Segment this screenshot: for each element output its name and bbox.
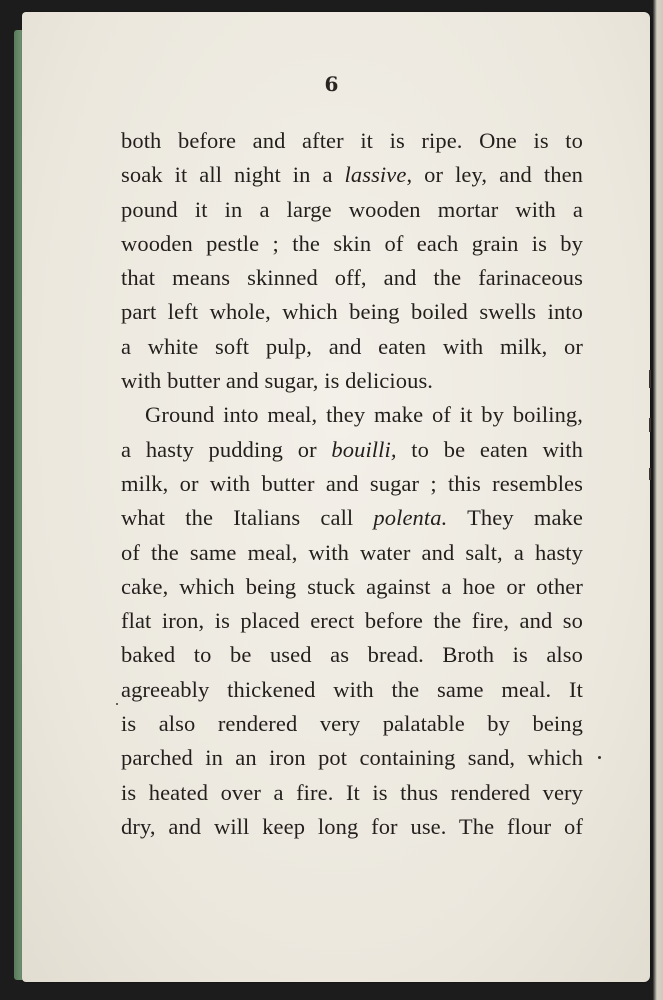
edge-mark bbox=[649, 370, 651, 388]
page-number: 6 bbox=[324, 72, 339, 96]
text-line: pound it in a large wooden mortar with a bbox=[121, 196, 583, 222]
text-line: parched in an iron pot containing sand, which bbox=[121, 745, 583, 771]
paper-speck bbox=[598, 756, 601, 759]
text-line: what the Italians call polenta. They make bbox=[121, 505, 583, 531]
edge-mark bbox=[649, 468, 651, 480]
text-line: baked to be used as bread. Broth is also bbox=[121, 642, 583, 668]
text-line: a hasty pudding or bouilli, to be eaten with bbox=[121, 436, 583, 462]
text-line: is also rendered very palatable by being bbox=[121, 711, 583, 737]
next-page-edge bbox=[653, 0, 663, 1000]
text-line: with butter and sugar, is delicious. bbox=[121, 368, 434, 394]
text-line: dry, and will keep long for use. The flour of bbox=[121, 813, 583, 839]
text-line: cake, which being stuck against a hoe or other bbox=[121, 573, 583, 599]
text-line: milk, or with butter and sugar ; this resembles bbox=[121, 470, 583, 496]
text-line: agreeably thickened with the same meal. It bbox=[121, 676, 583, 702]
text-line: flat iron, is placed erect before the fire, and so bbox=[121, 608, 583, 634]
edge-mark bbox=[649, 418, 651, 432]
paper-speck bbox=[116, 703, 118, 705]
text-line: part left whole, which being boiled swells into bbox=[121, 299, 583, 325]
text-line: a white soft pulp, and eaten with milk, or bbox=[121, 333, 583, 359]
text-line: soak it all night in a lassive, or ley, and then bbox=[121, 162, 583, 188]
text-line: is heated over a fire. It is thus rendered very bbox=[121, 779, 583, 805]
text-line: that means skinned off, and the farinaceous bbox=[121, 265, 583, 291]
body-text bbox=[121, 124, 583, 844]
text-line: wooden pestle ; the skin of each grain is by bbox=[121, 230, 583, 256]
text-line: both before and after it is ripe. One is to bbox=[121, 128, 583, 153]
text-line: of the same meal, with water and salt, a hasty bbox=[121, 539, 583, 565]
text-line: Ground into meal, they make of it by boiling, bbox=[145, 402, 583, 428]
